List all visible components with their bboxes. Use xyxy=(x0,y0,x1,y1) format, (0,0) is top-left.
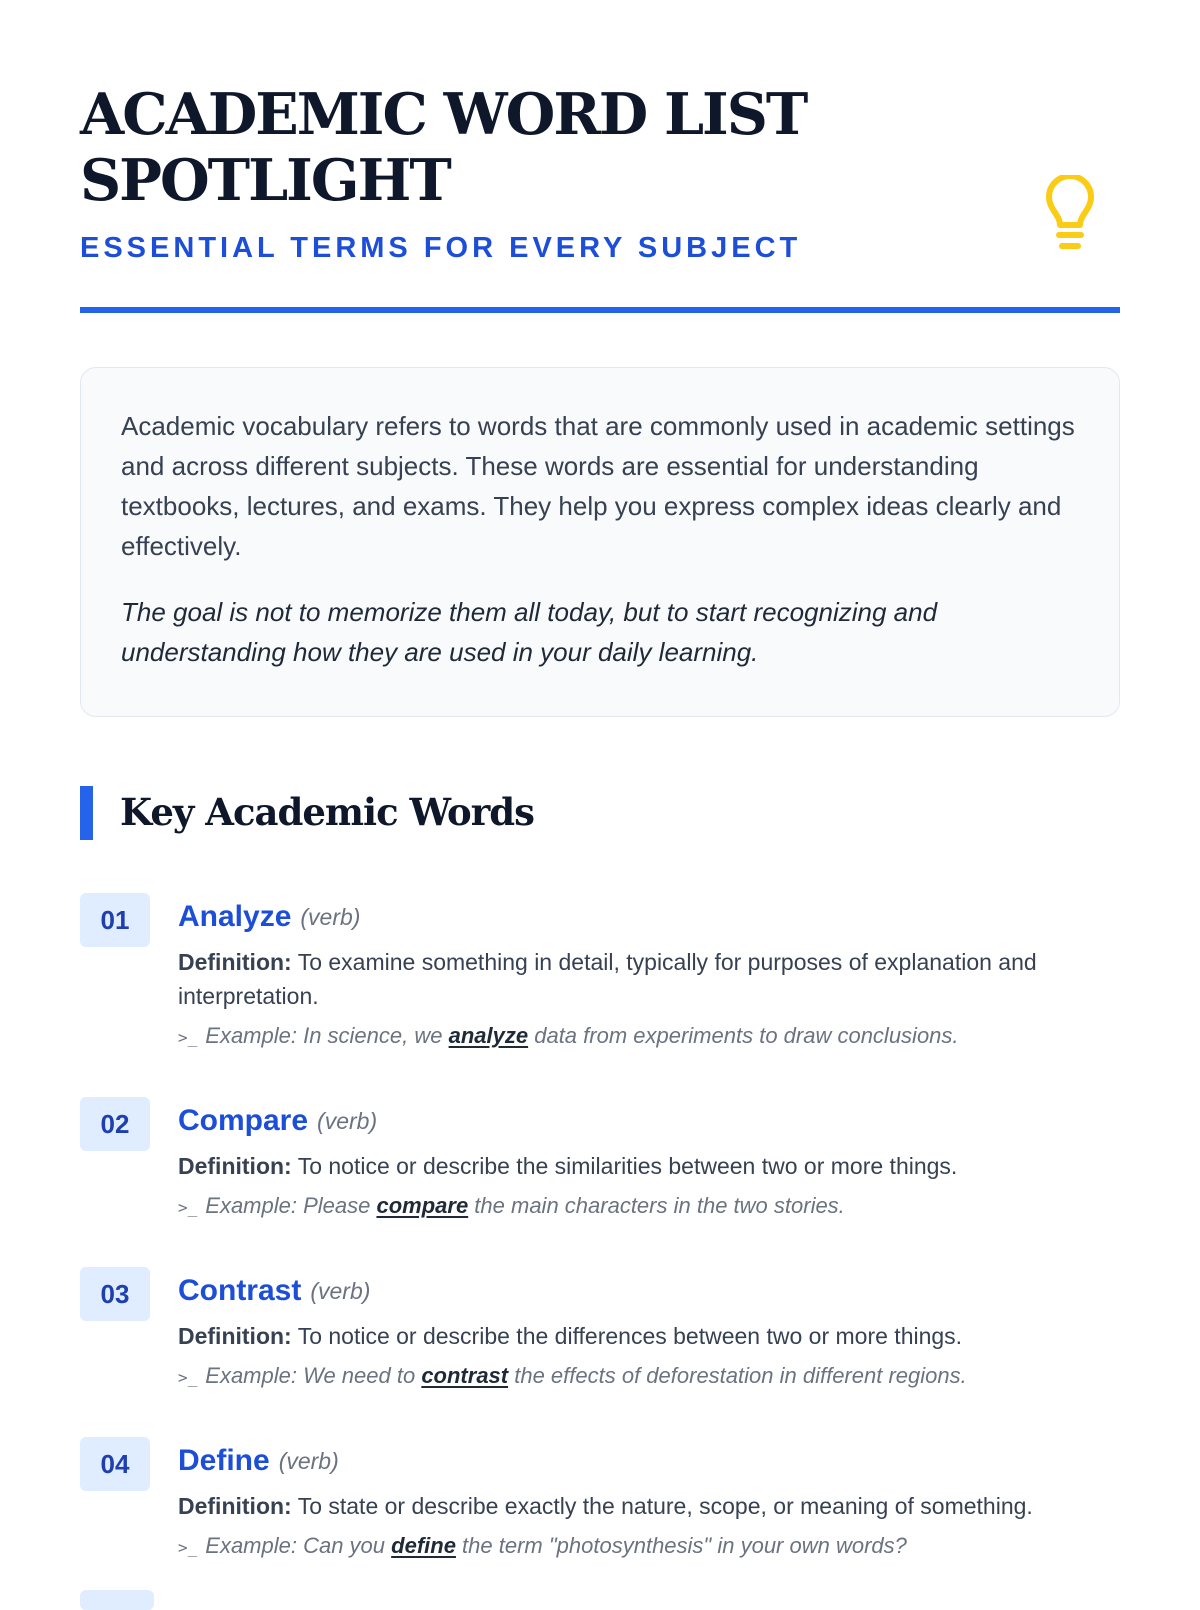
terminal-icon: >_ xyxy=(178,1368,198,1387)
word-list xyxy=(80,893,1125,1607)
word-term: Define xyxy=(178,1444,270,1477)
word-example xyxy=(178,1189,1125,1225)
definition-label: Definition: xyxy=(178,1323,292,1349)
example-text-before: Example: We need to xyxy=(205,1363,422,1388)
terminal-icon: >_ xyxy=(178,1538,198,1557)
lightbulb-icon xyxy=(1045,175,1095,251)
part-of-speech: (verb) xyxy=(278,1447,339,1474)
example-text-after: data from experiments to draw conclusions. xyxy=(528,1023,959,1048)
example-text-after: the effects of deforestation in different regions. xyxy=(508,1363,967,1388)
word-number-badge: 01 xyxy=(80,893,150,947)
terminal-icon: >_ xyxy=(178,1198,198,1217)
example-text-after: the term "photosynthesis" in your own words? xyxy=(455,1533,907,1558)
word-item xyxy=(80,1437,1125,1565)
section-title: Key Academic Words xyxy=(120,790,534,834)
example-highlight: contrast xyxy=(421,1363,509,1388)
example-text-before: Example: In science, we xyxy=(205,1023,449,1048)
word-heading xyxy=(178,893,1125,941)
word-definition xyxy=(178,1149,1125,1183)
word-heading xyxy=(178,1267,1125,1315)
definition-text: To state or describe exactly the nature, scope, or meaning of something. xyxy=(297,1493,1033,1519)
definition-label: Definition: xyxy=(178,1493,292,1519)
word-item xyxy=(80,1267,1125,1395)
example-text-before: Example: Please xyxy=(205,1193,377,1218)
example-highlight: compare xyxy=(376,1193,469,1218)
part-of-speech: (verb) xyxy=(300,903,361,930)
word-definition xyxy=(178,945,1125,1013)
word-heading xyxy=(178,1437,1125,1485)
word-number-badge: 02 xyxy=(80,1097,150,1151)
part-of-speech: (verb) xyxy=(310,1277,371,1304)
intro-box xyxy=(80,367,1120,717)
word-item xyxy=(80,893,1125,1055)
next-word-number-badge xyxy=(80,1590,154,1610)
example-highlight: define xyxy=(391,1533,456,1558)
example-text-after: the main characters in the two stories. xyxy=(468,1193,845,1218)
word-example xyxy=(178,1019,1125,1055)
word-term: Compare xyxy=(178,1104,309,1137)
part-of-speech: (verb) xyxy=(317,1107,378,1134)
word-definition xyxy=(178,1489,1125,1523)
word-example xyxy=(178,1359,1125,1395)
page-title: ACADEMIC WORD LIST SPOTLIGHT xyxy=(80,81,807,214)
header xyxy=(80,82,1120,265)
word-term: Contrast xyxy=(178,1274,302,1307)
definition-label: Definition: xyxy=(178,949,292,975)
example-text-before: Example: Can you xyxy=(205,1533,392,1558)
word-number-badge: 03 xyxy=(80,1267,150,1321)
word-definition xyxy=(178,1319,1125,1353)
intro-note: The goal is not to memorize them all today, but to start recognizing and understanding how they are used in your daily learning. xyxy=(121,597,938,667)
definition-text: To notice or describe the similarities between two or more things. xyxy=(297,1153,958,1179)
definition-label: Definition: xyxy=(178,1153,292,1179)
definition-text: To examine something in detail, typically for purposes of explanation and interpretation. xyxy=(178,949,1037,1009)
word-heading xyxy=(178,1097,1125,1145)
word-item xyxy=(80,1097,1125,1225)
page-subtitle: ESSENTIAL TERMS FOR EVERY SUBJECT xyxy=(80,232,802,264)
section-accent-bar xyxy=(80,786,93,840)
terminal-icon: >_ xyxy=(178,1028,198,1047)
example-highlight: analyze xyxy=(448,1023,529,1048)
intro-paragraph: Academic vocabulary refers to words that are commonly used in academic settings and across different subjects. These words are essential for understanding textbooks, lectures, and exams. They help you express complex ideas clearly and effectively. xyxy=(121,411,1075,561)
word-example xyxy=(178,1529,1125,1565)
header-divider xyxy=(80,307,1120,313)
word-term: Analyze xyxy=(178,900,292,933)
definition-text: To notice or describe the differences between two or more things. xyxy=(297,1323,963,1349)
word-number-badge: 04 xyxy=(80,1437,150,1491)
section-heading xyxy=(80,786,780,840)
